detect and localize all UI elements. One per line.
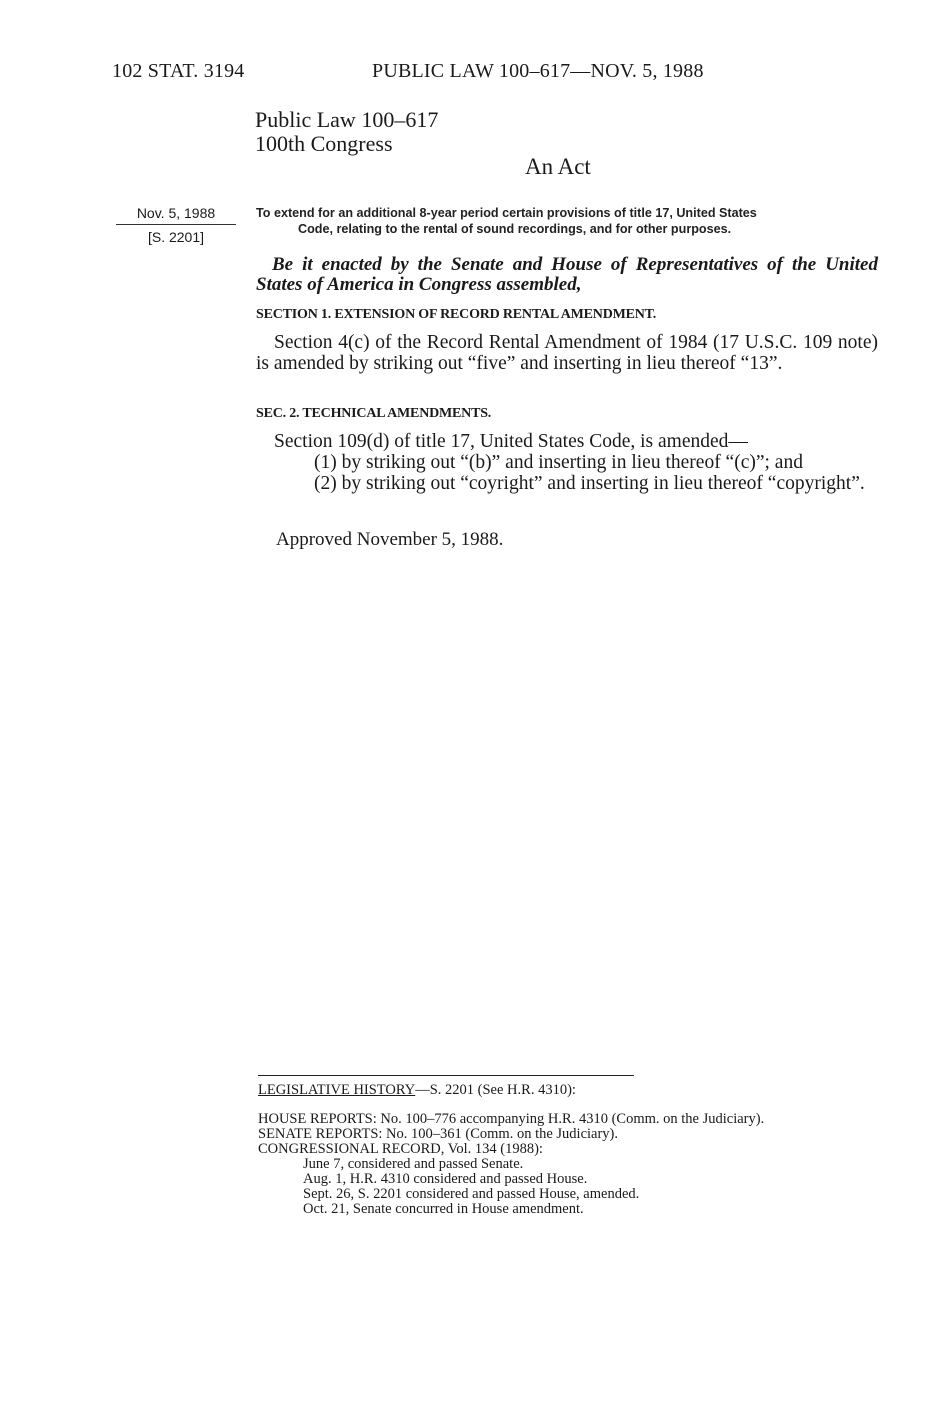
enacting-clause: Be it enacted by the Senate and House of Representatives of the United States of America in Congress assembled, <box>256 254 878 295</box>
legislative-history-heading <box>258 1082 576 1099</box>
purpose-statement <box>256 205 878 237</box>
action-item: Oct. 21, Senate concurred in House amendment. <box>303 1201 584 1217</box>
running-title: PUBLIC LAW 100–617—NOV. 5, 1988 <box>372 60 704 82</box>
action-item: June 7, considered and passed Senate. <box>303 1156 524 1172</box>
congressional-record: CONGRESSIONAL RECORD, Vol. 134 (1988): <box>258 1141 543 1157</box>
margin-note-rule <box>116 224 236 225</box>
section-2-heading: SEC. 2. TECHNICAL AMENDMENTS. <box>256 406 492 421</box>
section-2-item-1: (1) by striking out “(b)” and inserting in lieu thereof “(c)”; and <box>314 452 803 473</box>
margin-note-date: Nov. 5, 1988 <box>136 205 216 221</box>
action-item: Sept. 26, S. 2201 considered and passed House, amended. <box>303 1186 640 1202</box>
section-1-heading: SECTION 1. EXTENSION OF RECORD RENTAL AMENDMENT. <box>256 307 657 322</box>
approval-date: Approved November 5, 1988. <box>276 529 504 550</box>
margin-note-bill: [S. 2201] <box>147 229 205 245</box>
act-heading: An Act <box>525 154 591 179</box>
title-block <box>255 108 438 156</box>
public-law-number: Public Law 100–617 <box>255 107 439 132</box>
legislative-history-label: LEGISLATIVE HISTORY <box>258 1082 416 1098</box>
congress-number: 100th Congress <box>255 131 393 156</box>
purpose-line-2: Code, relating to the rental of sound recordings, and for other purposes. <box>298 222 732 236</box>
legislative-history-bill: —S. 2201 (See H.R. 4310): <box>415 1082 576 1098</box>
footnote-rule <box>258 1075 634 1076</box>
house-reports: HOUSE REPORTS: No. 100–776 accompanying H.R. 4310 (Comm. on the Judiciary). <box>258 1111 765 1127</box>
section-2-intro: Section 109(d) of title 17, United States Code, is amended— <box>274 431 748 452</box>
senate-reports: SENATE REPORTS: No. 100–361 (Comm. on the Judiciary). <box>258 1126 619 1142</box>
section-1-body: Section 4(c) of the Record Rental Amendment of 1984 (17 U.S.C. 109 note) is amended by striking out “five” and inserting in lieu thereof “13”. <box>256 332 878 374</box>
purpose-line-1: To extend for an additional 8-year period certain provisions of title 17, United States <box>256 206 757 220</box>
section-2-item-2: (2) by striking out “coyright” and inserting in lieu thereof “copyright”. <box>314 473 865 494</box>
action-item: Aug. 1, H.R. 4310 considered and passed House. <box>303 1171 588 1187</box>
stat-page-number: 102 STAT. 3194 <box>112 60 245 82</box>
